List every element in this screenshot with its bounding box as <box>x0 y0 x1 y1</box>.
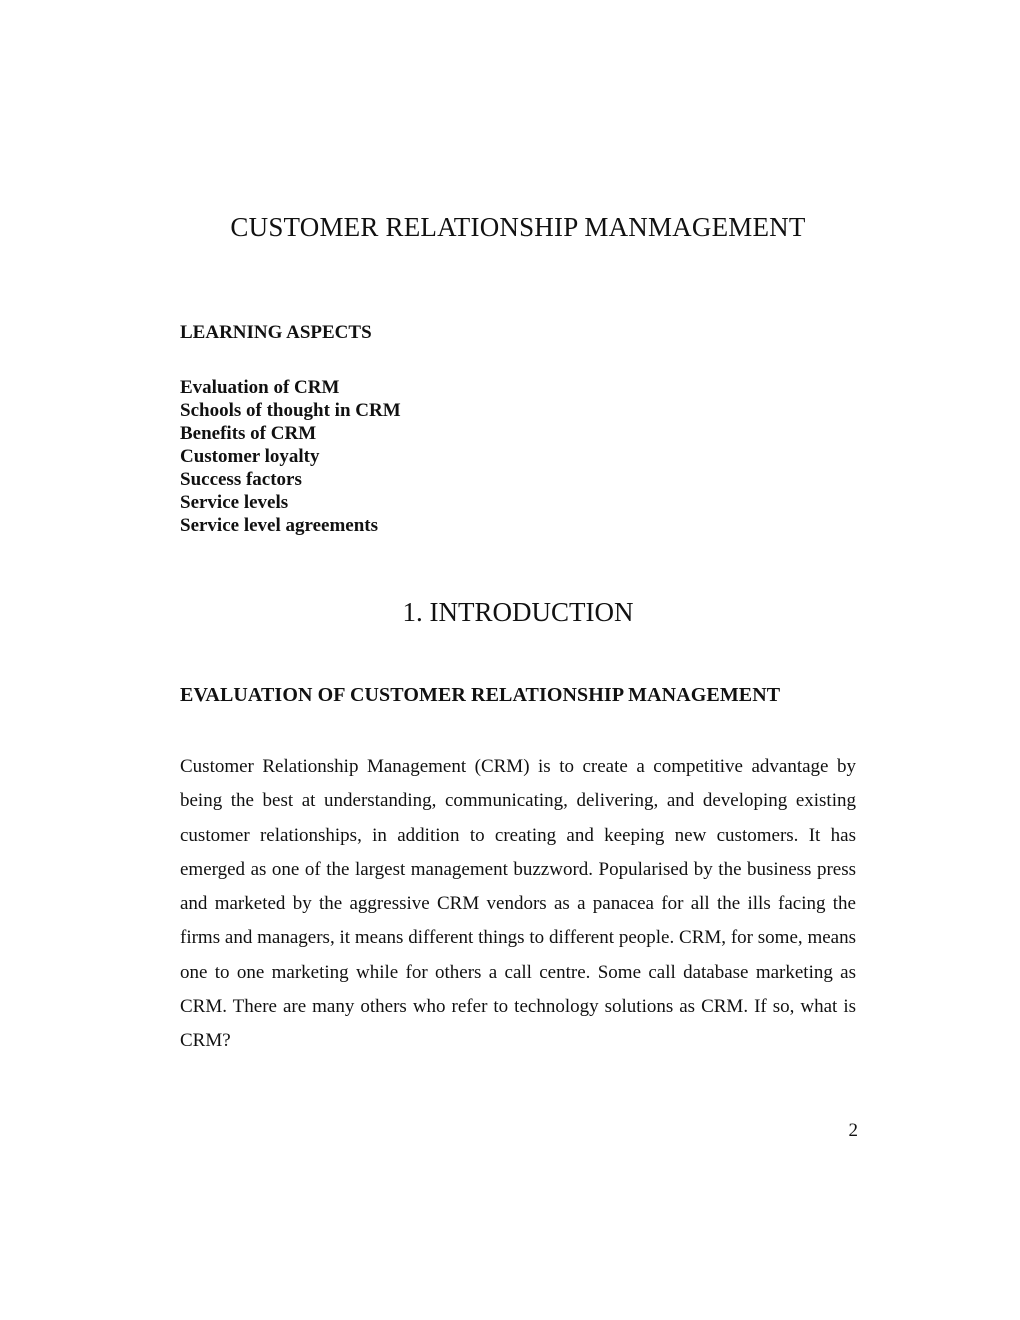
list-item: Service level agreements <box>180 515 379 536</box>
learning-aspects-list <box>180 376 401 537</box>
list-item: Benefits of CRM <box>180 423 317 444</box>
list-item: Service levels <box>180 492 289 513</box>
list-item: Evaluation of CRM <box>180 377 340 398</box>
list-item: Schools of thought in CRM <box>180 400 401 421</box>
section-subheading: EVALUATION OF CUSTOMER RELATIONSHIP MANAGEMENT <box>180 684 781 706</box>
body-paragraph: Customer Relationship Management (CRM) is to create a competitive advantage by being the best at understanding, communicating, delivering, and developing existing customer relationships, in addition to creating and keeping new customers. It has emerged as one of the largest management buzzword. Popularised by the business press and marketed by the aggressive CRM vendors as a panacea for all the ills facing the firms and managers, it means different things to different people. CRM, for some, means one to one marketing while for others a call centre. Some call database marketing as CRM. There are many others who refer to technology solutions as CRM. If so, what is CRM? <box>180 756 856 1052</box>
list-item: Customer loyalty <box>180 446 320 467</box>
document-title: CUSTOMER RELATIONSHIP MANMAGEMENT <box>230 212 806 242</box>
list-item: Success factors <box>180 469 302 490</box>
page-number: 2 <box>848 1120 858 1141</box>
section-title: 1. INTRODUCTION <box>402 597 634 627</box>
learning-aspects-heading: LEARNING ASPECTS <box>180 322 372 343</box>
